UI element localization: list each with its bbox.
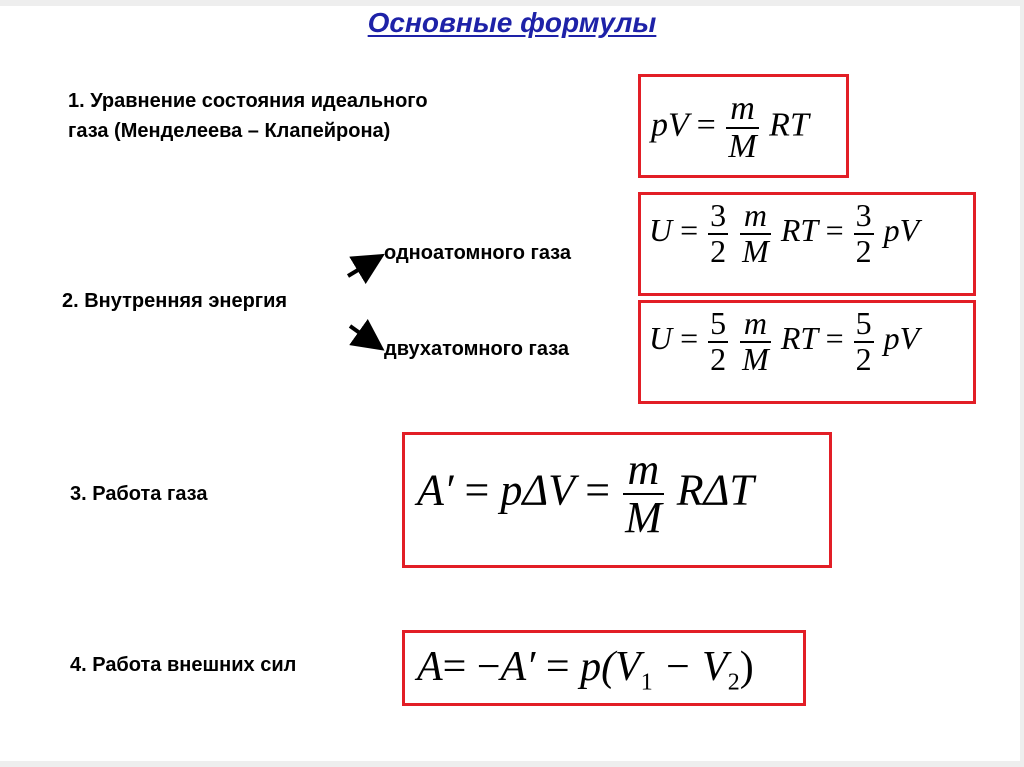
formula-eq: = [825, 211, 844, 248]
formula-eq: = [464, 465, 490, 515]
formula-box-ideal-gas [638, 74, 849, 178]
formula-box-external-work [402, 630, 806, 706]
formula-term: pV [883, 211, 920, 248]
formula-term: p(V [580, 644, 641, 690]
section3-label: 3. Работа газа [70, 483, 208, 505]
mono-gas-label: одноатомного газа [384, 242, 571, 264]
section1-label-line2: газа (Менделеева – Клапейрона) [68, 120, 391, 142]
fraction-numerator: 5 [710, 305, 727, 341]
subscript: 2 [727, 669, 740, 696]
formula-fraction [854, 199, 874, 268]
formula-term: RT [780, 211, 818, 248]
slide-top-edge [0, 0, 1024, 6]
formula-fraction [623, 447, 664, 541]
fraction-denominator: M [742, 232, 769, 269]
section1-label-line1: 1. Уравнение состояния идеального [68, 90, 428, 112]
fraction-denominator: 2 [710, 340, 727, 377]
formula-term: RT [769, 106, 809, 144]
section2-label: 2. Внутренняя энергия [62, 290, 288, 312]
fraction-denominator: 2 [710, 232, 727, 269]
di-gas-label: двухатомного газа [384, 338, 570, 360]
subscript: 1 [640, 669, 653, 696]
fraction-denominator: M [625, 493, 662, 543]
formula-mono [649, 199, 919, 268]
fraction-numerator: 5 [855, 305, 872, 341]
formula-term: A′ [500, 644, 536, 690]
arrow-down-right [350, 326, 378, 346]
formula-fraction [726, 91, 758, 164]
fraction-numerator: m [740, 307, 771, 343]
fraction-denominator: 2 [855, 232, 872, 269]
slide-bottom-edge [0, 761, 1024, 767]
formula-term: U [649, 211, 673, 248]
fraction-denominator: M [728, 127, 757, 165]
fraction-denominator: 2 [855, 340, 872, 377]
formula-term: RΔT [676, 465, 754, 515]
formula-fraction [854, 307, 874, 376]
formula-fraction [740, 199, 771, 268]
formula-fraction [740, 307, 771, 376]
formula-eq: = [680, 319, 699, 356]
page-title: Основные формулы [367, 7, 657, 38]
formula-ideal-gas [651, 91, 809, 164]
fraction-numerator: m [726, 91, 758, 129]
formula-term: RT [780, 319, 818, 356]
branch-arrows [340, 246, 390, 366]
formula-box-mono [638, 192, 976, 296]
formula-term: pV [651, 106, 689, 144]
formula-external-work [417, 643, 754, 696]
formula-term: A [417, 644, 443, 690]
formula-eq: = [680, 211, 699, 248]
formula-fraction [708, 307, 728, 376]
fraction-numerator: m [740, 199, 771, 235]
arrow-up-right [348, 258, 378, 276]
formula-term: pV [883, 319, 920, 356]
formula-term: A′ [417, 465, 454, 515]
formula-term: U [649, 319, 673, 356]
formula-term: − V [652, 644, 728, 690]
formula-eq: = [545, 644, 570, 690]
formula-gas-work [417, 447, 754, 541]
fraction-numerator: 3 [855, 197, 872, 233]
formula-eq: = [585, 465, 611, 515]
formula-term: ) [739, 644, 754, 690]
formula-eq: = [825, 319, 844, 356]
formula-di [649, 307, 919, 376]
slide-right-edge [1020, 0, 1024, 767]
formula-fraction [708, 199, 728, 268]
formula-eq: = [696, 106, 716, 144]
formula-eq: = − [442, 644, 501, 690]
formula-box-gas-work [402, 432, 832, 568]
fraction-numerator: 3 [710, 197, 727, 233]
fraction-numerator: m [623, 447, 664, 495]
section4-label: 4. Работа внешних сил [70, 654, 297, 676]
fraction-denominator: M [742, 340, 769, 377]
formula-box-di [638, 300, 976, 404]
formula-term: pΔV [500, 465, 575, 515]
